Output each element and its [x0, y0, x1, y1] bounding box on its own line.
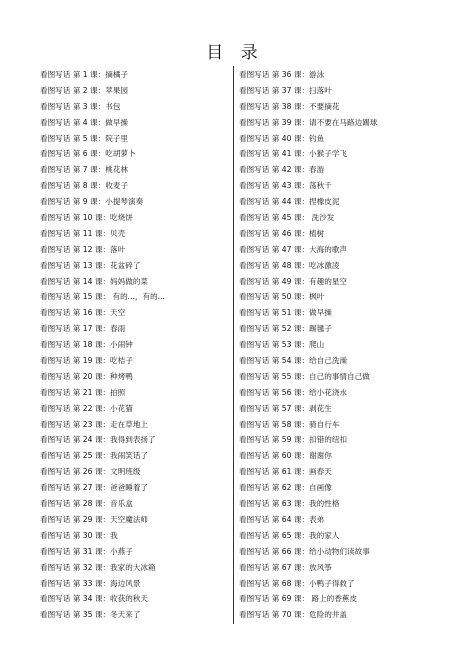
toc-entry: 看图写话 第 3 课：书包 [40, 101, 121, 111]
toc-right-column [239, 67, 439, 623]
toc-entry: 看图写话 第 42 课：春游 [239, 165, 325, 175]
toc-entry: 看图写话 第 14 课：妈妈做的菜 [40, 276, 149, 286]
toc-entry: 看图写话 第 19 课：吃桔子 [40, 356, 133, 366]
toc-entry: 看图写话 第 57 课：剥花生 [239, 403, 332, 413]
toc-entry: 看图写话 第 48 课：吃冰激凌 [239, 260, 340, 270]
toc-entry: 看图写话 第 10 课：吃烧饼 [40, 213, 133, 223]
toc-entry: 看图写话 第 35 课：冬天来了 [40, 610, 141, 620]
toc-entry: 看图写话 第 53 课：爬山 [239, 340, 325, 350]
toc-entry: 看图写话 第 9 课：小提琴演奏 [40, 197, 144, 207]
toc-entry: 看图写话 第 54 课：给自己洗澡 [239, 356, 348, 366]
toc-entry: 看图写话 第 27 课：爸爸睡着了 [40, 483, 149, 493]
toc-entry: 看图写话 第 30 课：我 [40, 530, 118, 540]
toc-entry: 看图写话 第 11 课：贝壳 [40, 228, 126, 238]
toc-entry: 看图写话 第 5 课：院子里 [40, 133, 129, 143]
toc-entry: 看图写话 第 12 课：落叶 [40, 244, 126, 254]
toc-entry: 看图写话 第 25 课：我闹笑话了 [40, 451, 149, 461]
toc-entry: 看图写话 第 44 课：捏橡皮泥 [239, 197, 340, 207]
toc-entry: 看图写话 第 1 课：摘橘子 [40, 70, 129, 79]
toc-entry: 看图写话 第 8 课：收麦子 [40, 181, 129, 191]
toc-entry: 看图写话 第 60 课：谢谢你 [239, 451, 332, 461]
toc-entry: 看图写话 第 33 课：海边风景 [40, 578, 141, 588]
toc-entry: 看图写话 第 55 课：自己的事情自己做 [239, 371, 370, 381]
toc-entry: 看图写话 第 16 课：天空 [40, 308, 126, 318]
toc-entry: 看图写话 第 29 课：天空魔法师 [40, 514, 149, 524]
toc-entry: 看图写话 第 17 课：春雨 [40, 324, 126, 334]
toc-entry: 看图写话 第 13 课：花盆碎了 [40, 260, 141, 270]
column-divider [233, 66, 234, 624]
toc-entry: 看图写话 第 37 课：扫落叶 [239, 85, 332, 95]
toc-entry: 看图写话 第 26 课：文明班级 [40, 467, 141, 477]
toc-entry: 看图写话 第 41 课：小猴子学飞 [239, 149, 348, 159]
toc-entry: 看图写话 第 15 课： 有的...，有的... [40, 292, 165, 302]
toc-entry: 看图写话 第 24 课：我得到表扬了 [40, 435, 156, 445]
toc-entry: 看图写话 第 50 课：枫叶 [239, 292, 325, 302]
toc-entry: 看图写话 第 40 课：钓鱼 [239, 133, 325, 143]
toc-entry: 看图写话 第 65 课：我的家人 [239, 530, 340, 540]
toc-left-column [40, 67, 230, 623]
toc-entry: 看图写话 第 64 课：表弟 [239, 514, 325, 524]
toc-entry: 看图写话 第 47 课：大海的歌声 [239, 244, 348, 254]
toc-entry: 看图写话 第 4 课：做早操 [40, 117, 129, 127]
toc-entry: 看图写话 第 69 课： 路上的香蕉皮 [239, 594, 358, 604]
toc-entry: 看图写话 第 61 课：画春天 [239, 467, 332, 477]
toc-entry: 看图写话 第 20 课：种烤鸭 [40, 371, 133, 381]
toc-entry: 看图写话 第 58 课：骑自行车 [239, 419, 340, 429]
toc-entry: 看图写话 第 56 课：给小花浇水 [239, 387, 348, 397]
toc-entry: 看图写话 第 62 课：自画像 [239, 483, 332, 493]
toc-entry: 看图写话 第 66 课：给小动物们读故事 [239, 546, 370, 556]
toc-entry: 看图写话 第 52 课：踢毽子 [239, 324, 332, 334]
toc-entry: 看图写话 第 34 课：收获的秋天 [40, 594, 149, 604]
page-title: 目 录 [206, 43, 264, 63]
toc-entry: 看图写话 第 59 课：扣错的纽扣 [239, 435, 348, 445]
toc-entry: 看图写话 第 67 课：放风筝 [239, 562, 332, 572]
toc-entry: 看图写话 第 38 课：不要摘花 [239, 101, 340, 111]
toc-entry: 看图写话 第 7 课：桃花林 [40, 165, 129, 175]
toc-entry: 看图写话 第 22 课：小花猫 [40, 403, 133, 413]
toc-entry: 看图写话 第 32 课：我家的大冰箱 [40, 562, 156, 572]
toc-entry: 看图写话 第 39 课：请不要在马路边踢球 [239, 117, 378, 127]
toc-entry: 看图写话 第 31 课：小燕子 [40, 546, 133, 556]
toc-entry: 看图写话 第 18 课：小闹钟 [40, 340, 133, 350]
toc-entry: 看图写话 第 2 课：苹果园 [40, 85, 129, 95]
toc-entry: 看图写话 第 51 课：做早操 [239, 308, 332, 318]
toc-entry: 看图写话 第 46 课：植树 [239, 228, 325, 238]
toc-entry: 看图写话 第 36 课：游泳 [239, 70, 325, 79]
toc-entry: 看图写话 第 28 课：音乐盒 [40, 499, 133, 509]
toc-entry: 看图写话 第 6 课：吃胡萝卜 [40, 149, 136, 159]
toc-entry: 看图写话 第 63 课：我的性格 [239, 499, 340, 509]
toc-entry: 看图写话 第 49 课：有趣的星空 [239, 276, 348, 286]
toc-entry: 看图写话 第 70 课：危险的井盖 [239, 610, 348, 620]
toc-entry: 看图写话 第 21 课：拍照 [40, 387, 126, 397]
toc-entry: 看图写话 第 45 课： 洗沙发 [239, 213, 335, 223]
toc-entry: 看图写话 第 68 课：小鸭子得救了 [239, 578, 355, 588]
toc-entry: 看图写话 第 23 课：走在草地上 [40, 419, 149, 429]
toc-entry: 看图写话 第 43 课：荡秋千 [239, 181, 332, 191]
